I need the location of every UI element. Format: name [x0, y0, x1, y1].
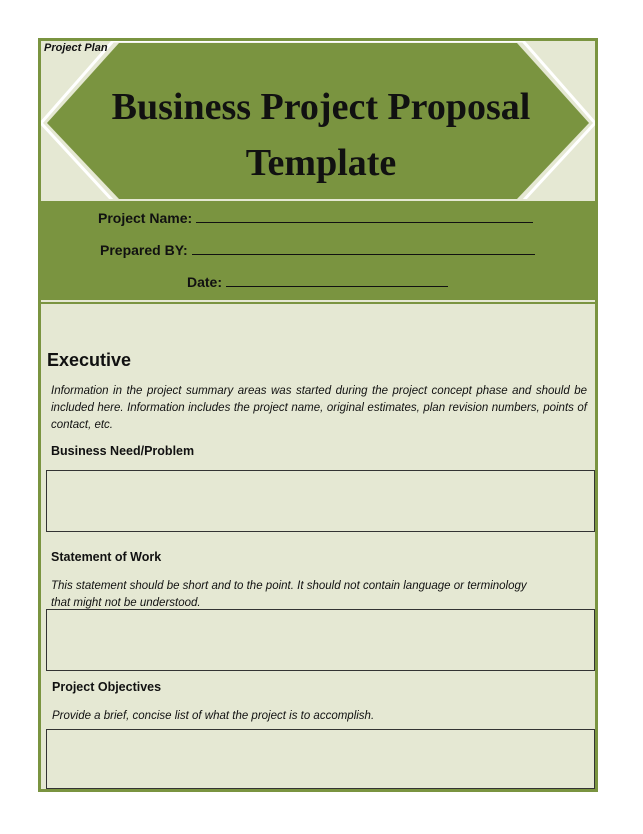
- page-frame: [38, 38, 598, 792]
- page-title: Business Project Proposal Template: [111, 86, 531, 184]
- document-tag: Project Plan: [44, 42, 108, 54]
- executive-description: Information in the project summary areas was started during the project concept phase and should be included here. Information includes the project name, original estimates, plan revision numbers, points of contact, etc.: [51, 385, 587, 431]
- header-banner: [41, 41, 595, 201]
- prepared-by-field[interactable]: [100, 240, 535, 258]
- project-objectives-heading: Project Objectives: [52, 680, 162, 694]
- date-label: Date:: [187, 274, 223, 290]
- project-name-line[interactable]: [196, 208, 533, 223]
- project-name-field[interactable]: [98, 208, 533, 226]
- band-bottom-line-2: [41, 302, 595, 304]
- statement-of-work-heading: Statement of Work: [51, 550, 162, 564]
- statement-of-work-input[interactable]: [46, 609, 595, 671]
- project-info-band: [41, 201, 595, 298]
- date-line[interactable]: [226, 272, 448, 287]
- executive-heading: Executive: [47, 350, 132, 370]
- business-need-heading: Business Need/Problem: [51, 444, 195, 458]
- band-bottom-line: [41, 298, 595, 300]
- project-objectives-description: Provide a brief, concise list of what the project is to accomplish.: [52, 710, 375, 722]
- business-need-input[interactable]: [46, 470, 595, 532]
- prepared-by-line[interactable]: [192, 240, 535, 255]
- prepared-by-label: Prepared BY:: [100, 242, 188, 258]
- project-objectives-input[interactable]: [46, 729, 595, 789]
- project-name-label: Project Name:: [98, 210, 193, 226]
- statement-of-work-description: This statement should be short and to the point. It should not contain language or terminology that might not be understood.: [51, 580, 527, 609]
- date-field[interactable]: [187, 272, 448, 290]
